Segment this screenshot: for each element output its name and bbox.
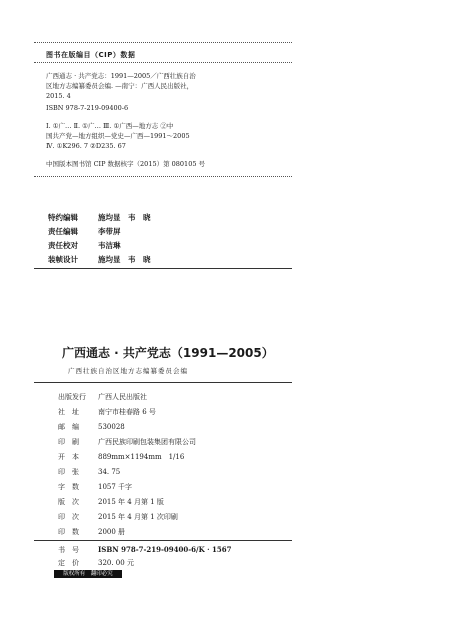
pub-value: 2015 年 4 月第 1 版 (98, 498, 164, 506)
pub-row-price (58, 558, 134, 568)
staff-label: 装帧设计 (48, 255, 78, 264)
pub-value: 530028 (98, 423, 125, 431)
title-rule (34, 382, 292, 383)
pub-value: 889mm×1194mm 1/16 (98, 453, 185, 461)
pub-row-printing (58, 512, 178, 522)
pub-label: 印 数 (58, 528, 79, 536)
cip-heading-rule (34, 62, 292, 63)
staff-label: 特约编辑 (48, 213, 78, 222)
pub-label: 印 刷 (58, 438, 79, 446)
pub-row-postcode (58, 422, 125, 432)
cip-line-8: 中国版本图书馆 CIP 数据核字（2015）第 080105 号 (46, 160, 206, 168)
cip-line-6: 国共产党—地方组织—党史—广西—1991～2005 (46, 132, 190, 140)
pub-label: 定 价 (58, 559, 79, 567)
pub-label: 出版发行 (58, 393, 86, 401)
staff-value: 施均显 韦 晓 (98, 255, 151, 264)
cip-heading: 图书在版编目（CIP）数据 (46, 51, 136, 59)
pub-label: 社 址 (58, 408, 79, 416)
pub-value: ISBN 978-7-219-09400-6/K · 1567 (98, 545, 232, 554)
pub-row-address (58, 407, 156, 417)
cip-bottom-rule (34, 176, 292, 177)
staff-row-designer (48, 254, 151, 265)
pub-label: 印 次 (58, 513, 79, 521)
cip-line-4: ISBN 978-7-219-09400-6 (46, 104, 129, 112)
pub-value: 34. 75 (98, 468, 121, 476)
pub-rule (34, 540, 292, 541)
pub-value: 2015 年 4 月第 1 次印刷 (98, 513, 178, 521)
pub-row-format (58, 452, 184, 462)
cip-top-rule (34, 42, 292, 43)
cip-line-3: 2015. 4 (46, 92, 71, 100)
book-title: 广西通志 · 共产党志（1991—2005） (62, 346, 274, 360)
pub-label: 版 次 (58, 498, 79, 506)
cip-line-5: Ⅰ. ①广… Ⅱ. ①广… Ⅲ. ①广西—地方志 ②中 (46, 122, 174, 130)
pub-label: 书 号 (58, 546, 79, 554)
staff-row-proofreader (48, 240, 121, 251)
pub-row-print-run (58, 527, 125, 537)
staff-label: 责任校对 (48, 241, 78, 250)
pub-value: 广西人民出版社 (98, 393, 147, 401)
pub-value: 320. 00 元 (98, 559, 134, 567)
pub-row-sheets (58, 467, 120, 477)
rights-notice-badge: 版权所有 翻印必究 (54, 570, 122, 578)
pub-value: 1057 千字 (98, 483, 133, 491)
cip-line-1: 广西通志 · 共产党志：1991—2005／广西壮族自治 (46, 72, 196, 80)
pub-value: 广西民族印刷包装集团有限公司 (98, 438, 196, 446)
pub-value: 2000 册 (98, 528, 126, 536)
pub-row-edition (58, 497, 164, 507)
cip-line-2: 区地方志编纂委员会编. —南宁：广西人民出版社， (46, 82, 194, 90)
pub-label: 印 张 (58, 468, 79, 476)
staff-label: 责任编辑 (48, 227, 78, 236)
staff-value: 施均显 韦 晓 (98, 213, 151, 222)
pub-row-word-count (58, 482, 132, 492)
pub-row-isbn (58, 545, 231, 555)
staff-value: 李带屏 (98, 227, 121, 236)
book-author: 广西壮族自治区地方志编纂委员会编 (68, 367, 188, 375)
pub-row-publisher (58, 392, 147, 402)
pub-label: 邮 编 (58, 423, 79, 431)
staff-bottom-rule (34, 268, 292, 269)
cip-line-7: Ⅳ. ①K296. 7 ②D235. 67 (46, 142, 126, 150)
pub-row-printer (58, 437, 196, 447)
staff-value: 韦洁琳 (98, 241, 121, 250)
staff-row-editor (48, 212, 151, 223)
pub-value: 南宁市桂春路 6 号 (98, 408, 156, 416)
staff-row-responsible-editor (48, 226, 121, 237)
pub-label: 开 本 (58, 453, 79, 461)
pub-label: 字 数 (58, 483, 79, 491)
